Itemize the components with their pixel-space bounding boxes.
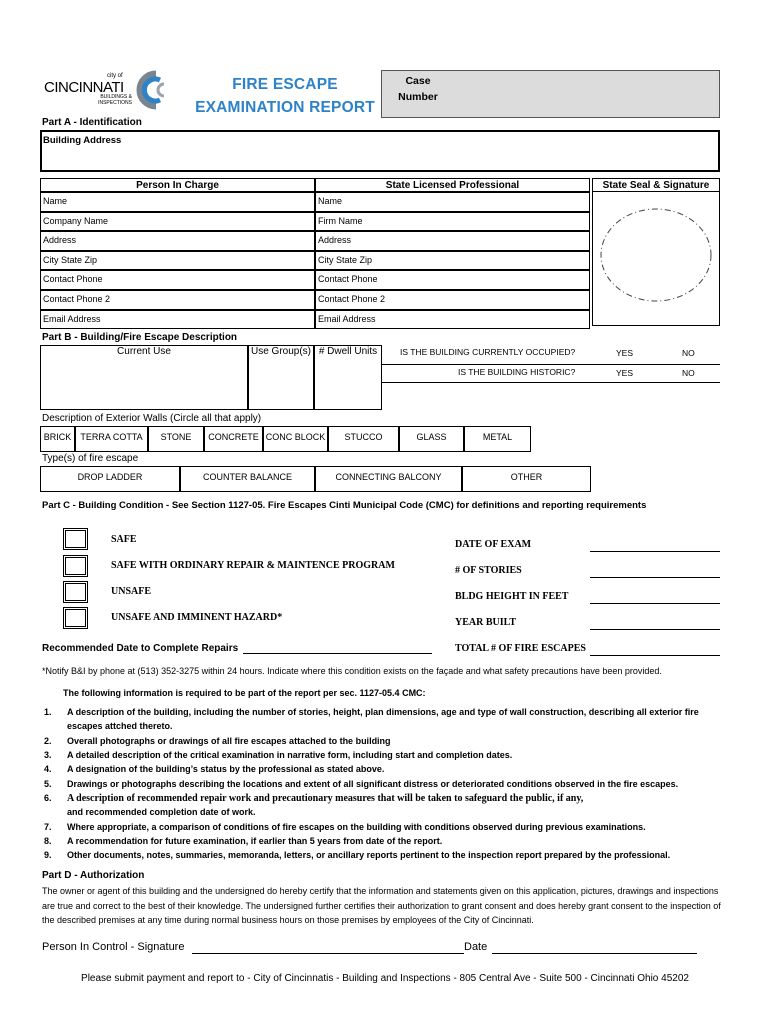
current-use-label: Current Use	[117, 346, 171, 357]
wall-type-option[interactable]: BRICK	[40, 426, 75, 452]
required-intro: The following information is required to be part of the report per sec. 1127-05.4 CMC:	[63, 688, 426, 698]
building-address-label: Building Address	[43, 135, 122, 146]
escape-type-label: Type(s) of fire escape	[42, 453, 139, 464]
list-item-number: 1.	[44, 707, 52, 717]
logo-dept: BUILDINGS & INSPECTIONS	[98, 94, 132, 106]
stories-label: # OF STORIES	[455, 565, 522, 576]
condition-imminent-checkbox[interactable]	[63, 607, 88, 629]
licensed-professional-field[interactable]: Address	[315, 231, 590, 251]
walls-label: Description of Exterior Walls (Circle all that apply)	[42, 413, 262, 424]
person-in-charge-field[interactable]: Contact Phone 2	[40, 290, 315, 310]
list-item-text: escapes attched thereto.	[67, 721, 173, 731]
person-in-charge-field[interactable]: Contact Phone	[40, 270, 315, 290]
list-item-number: 4.	[44, 764, 52, 774]
date-of-exam-field[interactable]	[590, 540, 720, 552]
case-number-label: Case Number	[398, 75, 438, 103]
licensed-professional-field[interactable]: Contact Phone	[315, 270, 590, 290]
date-label: Date	[464, 941, 488, 953]
seal-placeholder-icon	[597, 205, 715, 305]
authorization-text: The owner or agent of this building and the undersigned do hereby certify that the information and statements given on this application, pictures, drawings and inspections are true and correct to the best of their knowledge. The undersigned further certifies their authorization to grant consent and does hereby grant consent to the inspection of the described premises at any time during normal business hours on those premises by employees of the City of Cincinnati.	[42, 886, 721, 925]
list-item-number: 9.	[44, 850, 52, 860]
list-item-text: A detailed description of the critical examination in narrative form, including start and completion dates.	[67, 750, 513, 760]
wall-type-option[interactable]: GLASS	[399, 426, 464, 452]
licensed-professional-field[interactable]: City State Zip	[315, 251, 590, 271]
wall-type-option[interactable]: STUCCO	[328, 426, 399, 452]
seal-header: State Seal & Signature	[592, 178, 720, 192]
wall-type-option[interactable]: METAL	[464, 426, 531, 452]
total-fire-escapes-field[interactable]	[590, 644, 720, 656]
historic-question: IS THE BUILDING HISTORIC?	[458, 367, 576, 377]
list-item-text: Drawings or photographs describing the locations and extent of all significant distress or deteriorated conditions observed in the fire escapes.	[67, 779, 679, 789]
total-fire-escapes-label: TOTAL # OF FIRE ESCAPES	[455, 643, 586, 654]
list-item-text: Overall photographs or drawings of all fire escapes attached to the building	[67, 736, 391, 746]
list-item-number: 3.	[44, 750, 52, 760]
person-in-charge-field[interactable]: Name	[40, 192, 315, 212]
footer-note: Please submit payment and report to - City of Cincinnatis - Building and Inspections - 805 Central Ave - Suite 500 - Cincinnati Ohio 45202	[81, 973, 689, 984]
city-logo-icon	[130, 70, 172, 110]
list-item-text: and recommended completion date of work.	[67, 807, 256, 817]
notify-note: *Notify B&I by phone at (513) 352-3275 within 24 hours. Indicate where this condition exists on the façade and what safety precautions have been provided.	[42, 666, 662, 676]
height-field[interactable]	[590, 592, 720, 604]
escape-type-option[interactable]: COUNTER BALANCE	[180, 466, 315, 492]
person-in-charge-field[interactable]: Company Name	[40, 212, 315, 232]
historic-yes[interactable]: YES	[616, 368, 634, 378]
occupied-yes[interactable]: YES	[616, 348, 634, 358]
licensed-professional-header: State Licensed Professional	[315, 178, 590, 192]
person-in-charge-field[interactable]: Address	[40, 231, 315, 251]
part-b-heading: Part B - Building/Fire Escape Description	[42, 332, 238, 343]
licensed-professional-field[interactable]: Contact Phone 2	[315, 290, 590, 310]
escape-type-option[interactable]: DROP LADDER	[40, 466, 180, 492]
form-title: FIRE ESCAPE EXAMINATION REPORT	[195, 76, 375, 116]
condition-safe-checkbox[interactable]	[63, 528, 88, 550]
condition-safe-repair-label: SAFE WITH ORDINARY REPAIR & MAINTENCE PROGRAM	[111, 560, 395, 571]
signature-label: Person In Control - Signature	[42, 941, 185, 953]
list-item-number: 6.	[44, 793, 52, 803]
stories-field[interactable]	[590, 566, 720, 578]
condition-imminent-label: UNSAFE AND IMMINENT HAZARD*	[111, 612, 283, 623]
logo-name: CINCINNATI	[44, 79, 124, 96]
licensed-professional-field[interactable]: Email Address	[315, 310, 590, 330]
recommended-date-label: Recommended Date to Complete Repairs	[42, 643, 239, 654]
part-a-heading: Part A - Identification	[42, 117, 142, 128]
use-groups-label: Use Group(s)	[250, 346, 311, 357]
year-built-field[interactable]	[590, 618, 720, 630]
date-of-exam-label: DATE OF EXAM	[455, 539, 532, 550]
condition-safe-repair-checkbox[interactable]	[63, 555, 88, 577]
wall-type-option[interactable]: CONC BLOCK	[263, 426, 328, 452]
height-label: BLDG HEIGHT IN FEET	[455, 591, 569, 602]
list-item-number: 8.	[44, 836, 52, 846]
list-item-text: A designation of the building’s status by the professional as stated above.	[67, 764, 385, 774]
escape-type-option[interactable]: OTHER	[462, 466, 591, 492]
condition-unsafe-checkbox[interactable]	[63, 581, 88, 603]
licensed-professional-field[interactable]: Name	[315, 192, 590, 212]
person-in-charge-header: Person In Charge	[40, 178, 315, 192]
logo-city-of: city of	[107, 73, 123, 79]
list-item-text: Other documents, notes, summaries, memoranda, letters, or ancillary reports pertinent to the inspection report prepared by the professional.	[67, 850, 671, 860]
part-d-heading: Part D - Authorization	[42, 870, 145, 881]
list-item-text: Where appropriate, a comparison of conditions of fire escapes on the building with conditions observed during previous examinations.	[67, 822, 646, 832]
part-c-heading: Part C - Building Condition - See Section 1127-05. Fire Escapes Cinti Municipal Code (CMC) for definitions and reporting requirements	[42, 500, 647, 511]
licensed-professional-field[interactable]: Firm Name	[315, 212, 590, 232]
condition-safe-label: SAFE	[111, 534, 137, 545]
building-address-field[interactable]	[40, 130, 720, 172]
dwell-units-label: # Dwell Units	[318, 346, 378, 357]
wall-type-option[interactable]: STONE	[148, 426, 204, 452]
list-item-number: 7.	[44, 822, 52, 832]
condition-unsafe-label: UNSAFE	[111, 586, 152, 597]
signature-field[interactable]	[192, 941, 464, 954]
historic-no[interactable]: NO	[682, 368, 695, 378]
list-item-text: A recommendation for future examination, if earlier than 5 years from date of the report.	[67, 836, 443, 846]
wall-type-option[interactable]: CONCRETE	[204, 426, 263, 452]
list-item-text: A description of recommended repair work and precautionary measures that will be taken to safeguard the public, if any,	[67, 793, 584, 804]
year-built-label: YEAR BUILT	[455, 617, 517, 628]
wall-type-option[interactable]: TERRA COTTA	[75, 426, 148, 452]
occupied-no[interactable]: NO	[682, 348, 695, 358]
list-item-number: 5.	[44, 779, 52, 789]
escape-type-option[interactable]: CONNECTING BALCONY	[315, 466, 462, 492]
list-item-text: A description of the building, including the number of stories, height, plan dimensions, age and type of wall construction, describing all exterior fire	[67, 707, 699, 717]
occupied-question: IS THE BUILDING CURRENTLY OCCUPIED?	[400, 347, 576, 357]
list-item-number: 2.	[44, 736, 52, 746]
person-in-charge-field[interactable]: Email Address	[40, 310, 315, 330]
recommended-date-field[interactable]	[243, 642, 432, 654]
person-in-charge-field[interactable]: City State Zip	[40, 251, 315, 271]
signature-date-field[interactable]	[492, 941, 697, 954]
